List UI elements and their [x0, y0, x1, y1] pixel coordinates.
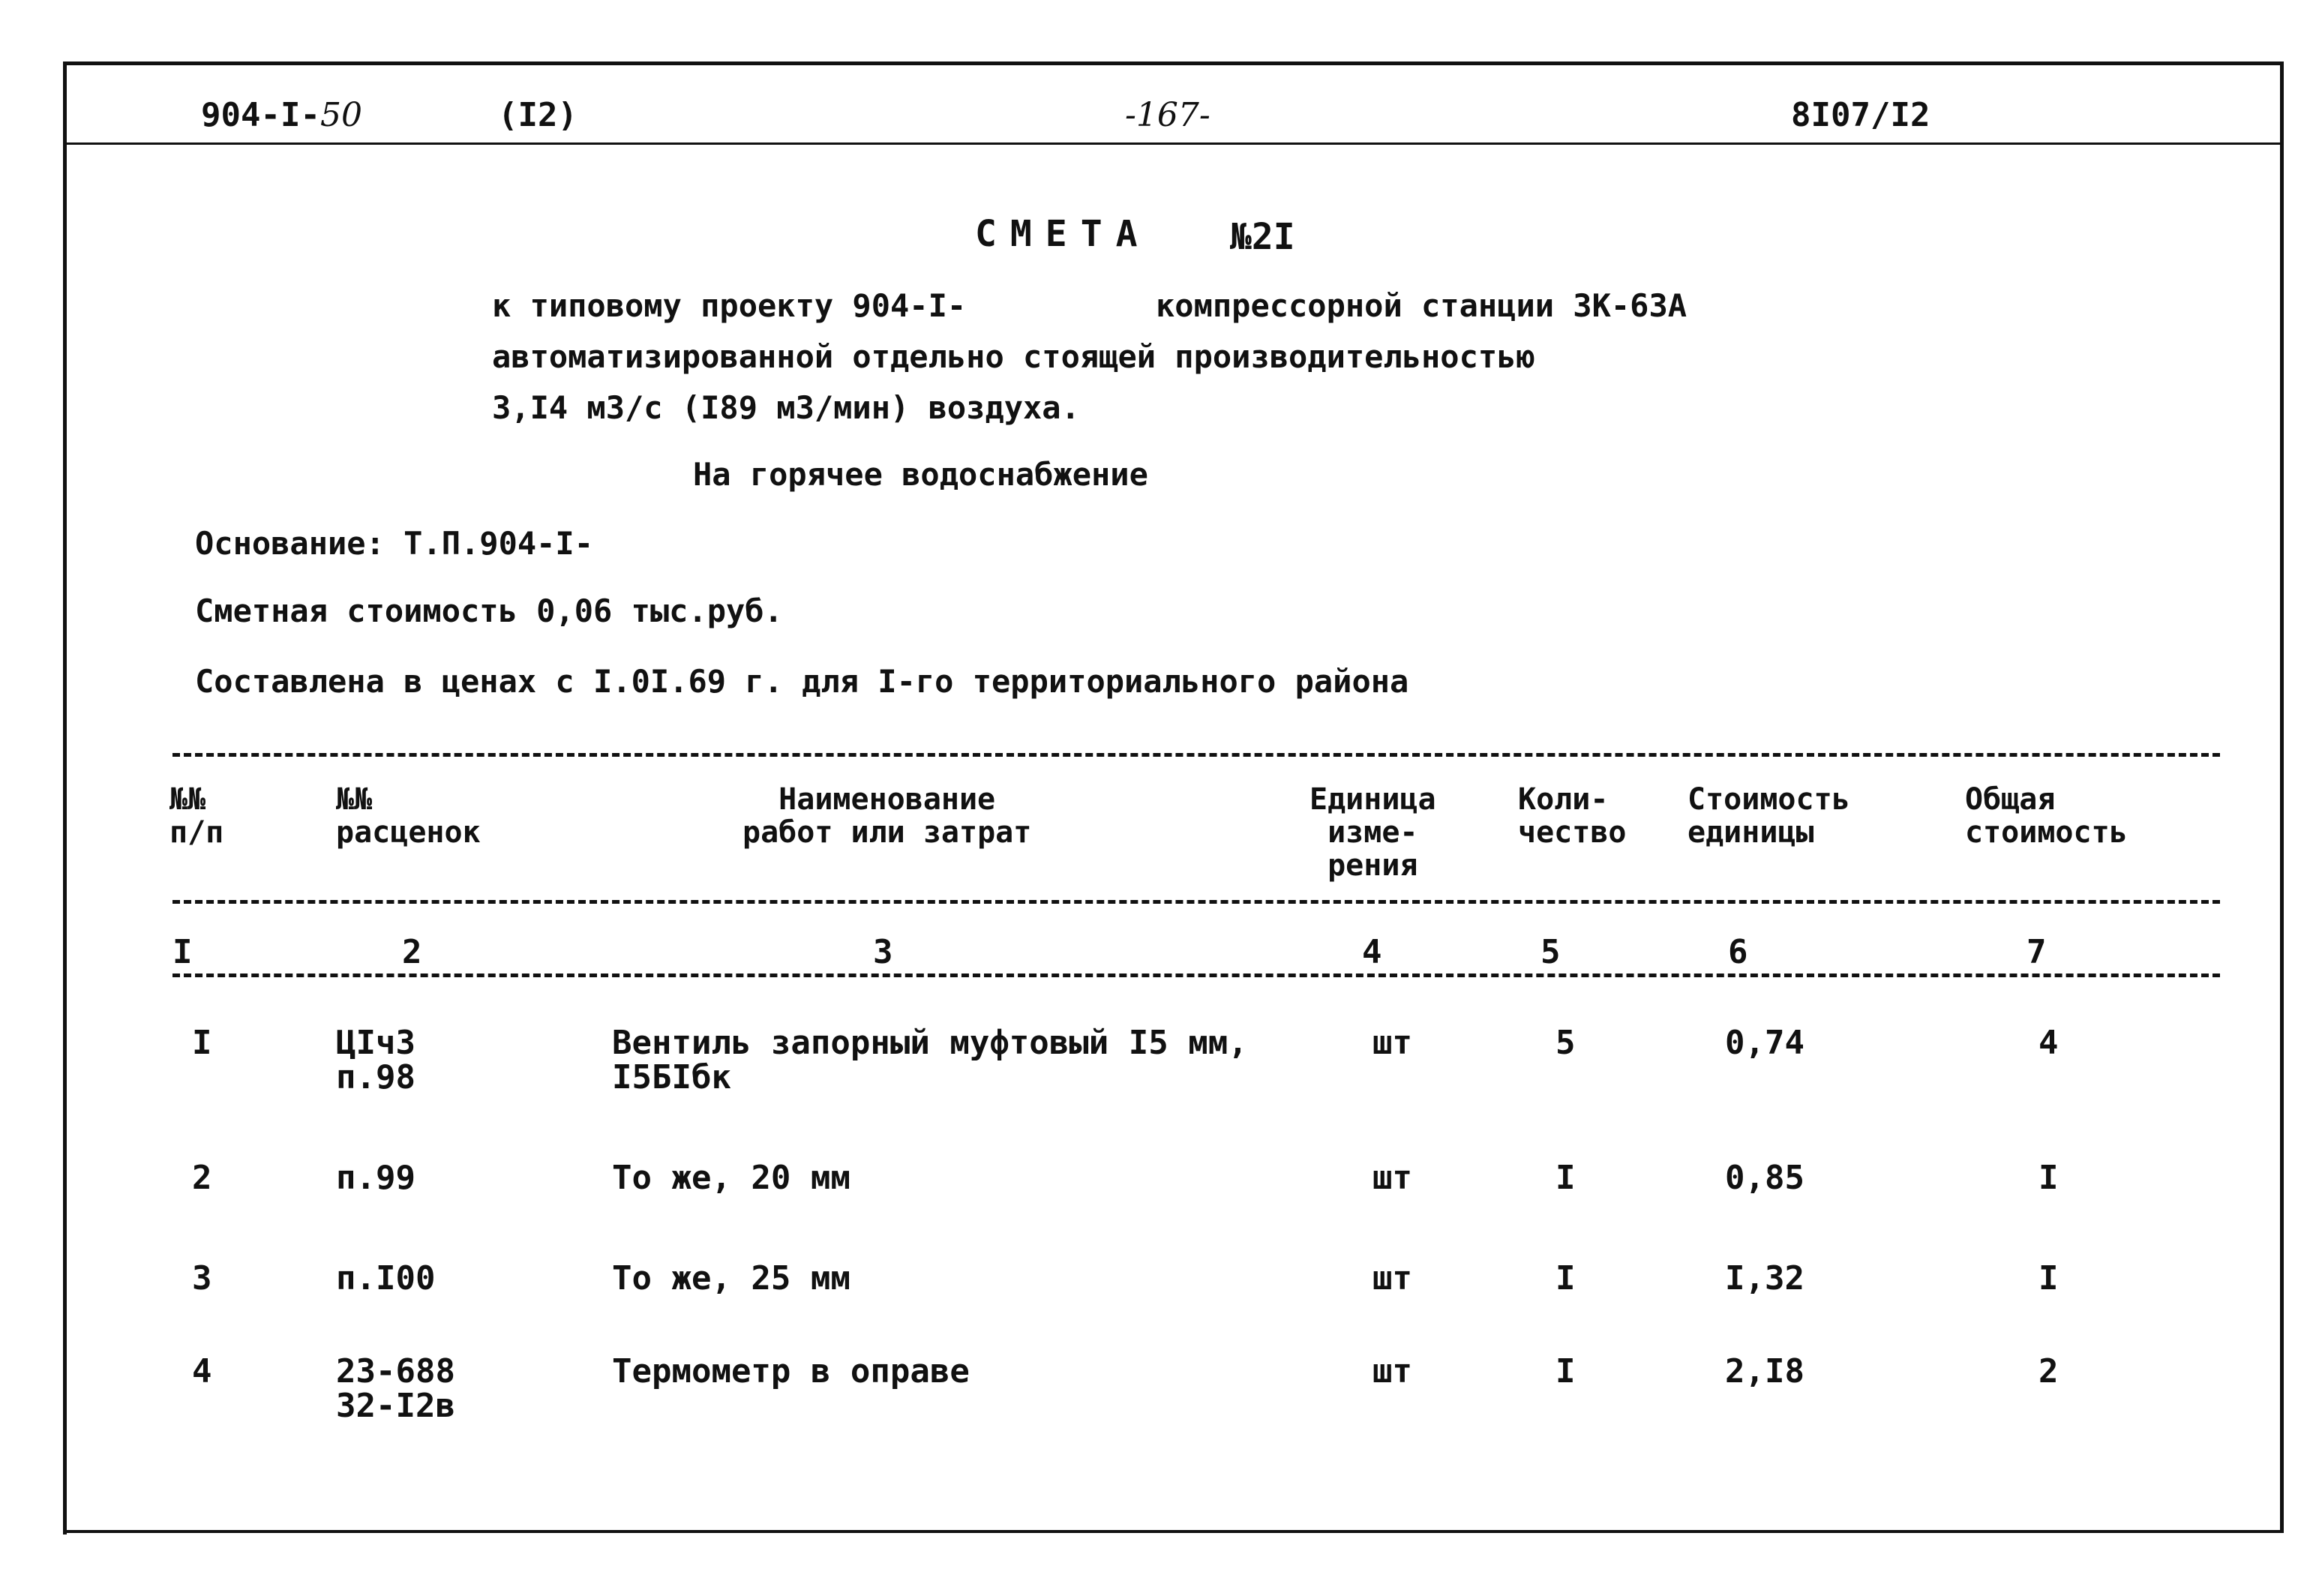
- basis-text: Основание: Т.П.904-I-: [195, 525, 594, 562]
- doc-code-prefix: 904-I-: [201, 96, 320, 134]
- column-number: 7: [2026, 933, 2047, 971]
- column-number: I: [172, 933, 193, 971]
- column-number: 2: [402, 933, 422, 971]
- col-header-name: [742, 783, 1031, 849]
- frame-left-border: [63, 64, 67, 1534]
- doc-part: (I2): [498, 96, 578, 134]
- unit-cost: I,32: [1725, 1259, 1804, 1298]
- rate-code: [336, 1026, 416, 1095]
- page-number: -167-: [1125, 96, 1210, 134]
- frame-right-border: [2280, 62, 2284, 1533]
- col-header-unit-cost: [1688, 783, 1850, 849]
- rate-code-line: 32-I2в: [336, 1387, 455, 1425]
- total-cost: 2: [2038, 1352, 2059, 1390]
- item-name: [612, 1259, 850, 1298]
- item-name: [612, 1161, 850, 1196]
- header-line: №№: [170, 782, 206, 817]
- description: [492, 280, 1687, 434]
- header-line: стоимость: [1965, 815, 2128, 850]
- frame-bottom-border: [63, 1530, 2283, 1533]
- total-cost: I: [2038, 1259, 2059, 1298]
- header-line: Общая: [1965, 782, 2056, 817]
- header-line: Коли-: [1518, 782, 1609, 817]
- item-name: [612, 1354, 970, 1389]
- prices-note: Составлена в ценах с I.0I.69 г. для I-го территориального района: [195, 663, 1409, 700]
- unit: шт: [1372, 1024, 1412, 1062]
- header-line: единицы: [1688, 815, 1814, 850]
- item-name-line: I5БIбк: [612, 1058, 731, 1096]
- rate-code-line: п.I00: [336, 1259, 436, 1298]
- col-header-qty: [1518, 783, 1627, 849]
- cost-text: Сметная стоимость 0,06 тыс.руб.: [195, 592, 783, 629]
- header-line: работ или затрат: [742, 815, 1032, 850]
- table-header-rule: [172, 900, 2220, 904]
- quantity: I: [1556, 1159, 1576, 1197]
- col-header-no: [170, 783, 224, 849]
- description-line: 3,I4 м3/с (I89 м3/мин) воздуха.: [492, 389, 1080, 426]
- rate-code-line: ЦIч3: [336, 1024, 416, 1062]
- estimate-title: СМЕТА: [975, 213, 1151, 255]
- quantity: I: [1556, 1352, 1576, 1390]
- quantity: 5: [1556, 1024, 1576, 1062]
- sheet-code: 8I07/I2: [1791, 96, 1930, 134]
- rate-code-line: п.98: [336, 1058, 416, 1096]
- total-cost: 4: [2038, 1024, 2059, 1062]
- unit-cost: 2,I8: [1725, 1352, 1804, 1390]
- section-title: На горячее водоснабжение: [693, 456, 1148, 493]
- column-number: 3: [873, 933, 893, 971]
- column-number: 5: [1540, 933, 1561, 971]
- rate-code: [336, 1259, 436, 1298]
- item-name-line: Термометр в оправе: [612, 1352, 970, 1390]
- total-cost: I: [2038, 1159, 2059, 1197]
- unit-cost: 0,74: [1725, 1024, 1804, 1062]
- rate-code: [336, 1354, 455, 1424]
- estimate-number: №2I: [1230, 216, 1295, 258]
- description-line: к типовому проекту 904-I- компрессорной станции ЗК-63А: [492, 287, 1688, 324]
- header-line: расценок: [336, 815, 481, 850]
- frame-top-border: [63, 62, 2283, 65]
- header-line: №№: [336, 782, 373, 817]
- header-divider: [66, 142, 2280, 145]
- row-number: I: [192, 1024, 212, 1062]
- unit: шт: [1372, 1159, 1412, 1197]
- header-line: п/п: [170, 815, 224, 850]
- doc-code-handwritten: 50: [320, 96, 362, 134]
- rate-code-line: п.99: [336, 1159, 416, 1197]
- header-line: Наименование: [778, 782, 996, 817]
- item-name-line: То же, 20 мм: [612, 1159, 850, 1197]
- row-number: 2: [192, 1159, 212, 1197]
- table-numbers-rule: [172, 974, 2220, 977]
- item-name-line: Вентиль запорный муфтовый I5 мм,: [612, 1024, 1248, 1062]
- rate-code-line: 23-688: [336, 1352, 455, 1390]
- unit: шт: [1372, 1259, 1412, 1298]
- column-number: 6: [1728, 933, 1748, 971]
- item-name: [612, 1026, 1248, 1095]
- header-line: изме-: [1328, 815, 1418, 850]
- item-name-line: То же, 25 мм: [612, 1259, 850, 1298]
- doc-code: [201, 96, 362, 134]
- table-top-rule: [172, 753, 2220, 757]
- header-line: Единица: [1310, 782, 1436, 817]
- quantity: I: [1556, 1259, 1576, 1298]
- col-header-total: [1965, 783, 2128, 849]
- rate-code: [336, 1161, 416, 1196]
- description-line: автоматизированной отдельно стоящей производительностью: [492, 338, 1535, 375]
- col-header-unit: [1310, 783, 1436, 882]
- header-line: Стоимость: [1688, 782, 1850, 817]
- row-number: 3: [192, 1259, 212, 1298]
- header-line: рения: [1328, 848, 1418, 883]
- column-number: 4: [1362, 933, 1382, 971]
- header-line: чество: [1518, 815, 1627, 850]
- row-number: 4: [192, 1352, 212, 1390]
- unit-cost: 0,85: [1725, 1159, 1804, 1197]
- col-header-code: [336, 783, 481, 849]
- unit: шт: [1372, 1352, 1412, 1390]
